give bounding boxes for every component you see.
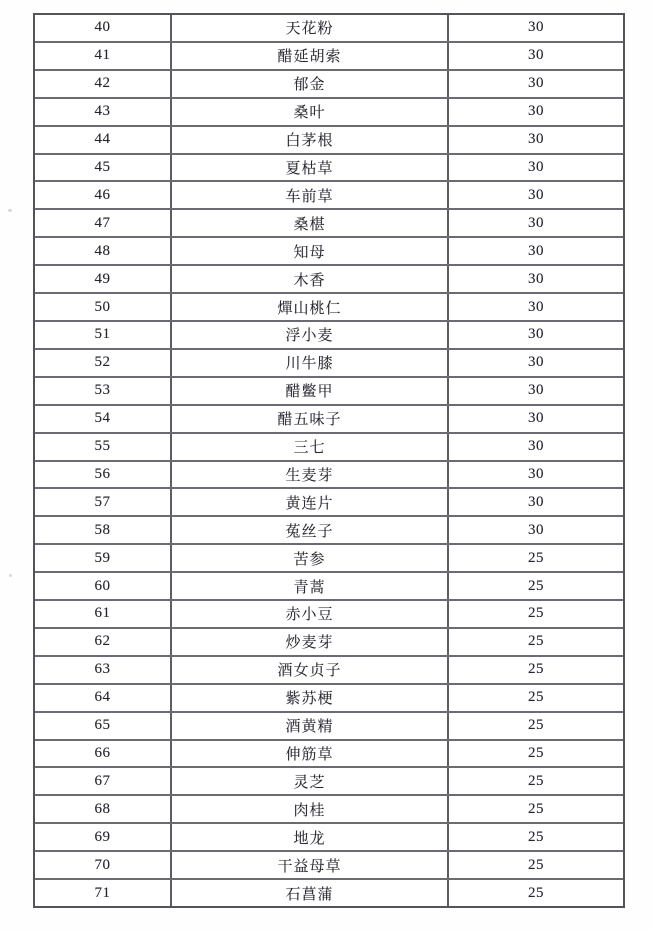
table-row [35,657,623,685]
quantity-cell: 30 [528,270,544,287]
table-row [35,406,623,434]
herb-name-cell: 川牛膝 [172,350,449,376]
table-row [35,322,623,350]
herb-name-cell: 生麦芽 [172,462,449,488]
row-number-cell: 57 [35,489,172,515]
table-row [35,238,623,266]
row-number-cell: 52 [35,350,172,376]
table-row [35,685,623,713]
quantity-cell: 25 [528,661,544,678]
quantity-cell: 30 [528,47,544,64]
row-number-cell: 61 [35,601,172,627]
herb-name-cell: 炒麦芽 [172,629,449,655]
herb-name-cell: 酒女贞子 [172,657,449,683]
quantity-cell: 30 [528,382,544,399]
quantity-cell: 30 [528,75,544,92]
row-number-cell: 65 [35,713,172,739]
herb-name-cell: 木香 [172,266,449,292]
herb-table [33,13,625,908]
table-row [35,71,623,99]
row-number-cell: 44 [35,127,172,153]
herb-name-cell: 伸筋草 [172,741,449,767]
row-number-cell: 43 [35,99,172,125]
quantity-cell: 30 [528,354,544,371]
table-row [35,741,623,769]
herb-name-cell: 灵芝 [172,768,449,794]
quantity-cell: 30 [528,186,544,203]
herb-name-cell: 浮小麦 [172,322,449,348]
row-number-cell: 66 [35,741,172,767]
herb-name-cell: 三七 [172,434,449,460]
table-row [35,824,623,852]
table-row [35,182,623,210]
row-number-cell: 42 [35,71,172,97]
table-row [35,629,623,657]
quantity-cell: 30 [528,158,544,175]
table-row [35,378,623,406]
quantity-cell: 25 [528,577,544,594]
herb-name-cell: 石菖蒲 [172,880,449,906]
row-number-cell: 47 [35,210,172,236]
table-row [35,99,623,127]
quantity-cell: 30 [528,242,544,259]
quantity-cell: 30 [528,326,544,343]
table-row [35,517,623,545]
row-number-cell: 64 [35,685,172,711]
table-row [35,266,623,294]
herb-name-cell: 郁金 [172,71,449,97]
table-row [35,350,623,378]
herb-name-cell: 黄连片 [172,489,449,515]
herb-name-cell: 菟丝子 [172,517,449,543]
row-number-cell: 59 [35,545,172,571]
quantity-cell: 30 [528,465,544,482]
quantity-cell: 25 [528,549,544,566]
table-row [35,573,623,601]
row-number-cell: 56 [35,462,172,488]
herb-name-cell: 白茅根 [172,127,449,153]
herb-name-cell: 天花粉 [172,15,449,41]
table-row [35,43,623,71]
quantity-cell: 25 [528,828,544,845]
quantity-cell: 30 [528,298,544,315]
herb-name-cell: 桑椹 [172,210,449,236]
herb-name-cell: 醋五味子 [172,406,449,432]
herb-name-cell: 知母 [172,238,449,264]
quantity-cell: 25 [528,800,544,817]
table-row [35,545,623,573]
row-number-cell: 49 [35,266,172,292]
row-number-cell: 53 [35,378,172,404]
herb-name-cell: 车前草 [172,182,449,208]
row-number-cell: 67 [35,768,172,794]
table-row [35,796,623,824]
table-row [35,852,623,880]
quantity-cell: 25 [528,884,544,901]
table-row [35,713,623,741]
herb-name-cell: 桑叶 [172,99,449,125]
quantity-cell: 30 [528,521,544,538]
herb-name-cell: 地龙 [172,824,449,850]
row-number-cell: 68 [35,796,172,822]
herb-name-cell: 干益母草 [172,852,449,878]
row-number-cell: 70 [35,852,172,878]
herb-name-cell: 苦参 [172,545,449,571]
row-number-cell: 48 [35,238,172,264]
table-row [35,768,623,796]
quantity-cell: 25 [528,772,544,789]
quantity-cell: 30 [528,131,544,148]
table-row [35,127,623,155]
quantity-cell: 30 [528,438,544,455]
quantity-cell: 25 [528,745,544,762]
scan-speck [8,209,12,212]
table-row [35,601,623,629]
herb-name-cell: 肉桂 [172,796,449,822]
quantity-cell: 25 [528,605,544,622]
row-number-cell: 40 [35,15,172,41]
table-row [35,489,623,517]
quantity-cell: 25 [528,717,544,734]
herb-name-cell: 燀山桃仁 [172,294,449,320]
table-row [35,155,623,183]
table-row [35,210,623,238]
row-number-cell: 71 [35,880,172,906]
quantity-cell: 30 [528,493,544,510]
row-number-cell: 55 [35,434,172,460]
row-number-cell: 62 [35,629,172,655]
herb-name-cell: 青蒿 [172,573,449,599]
herb-name-cell: 紫苏梗 [172,685,449,711]
quantity-cell: 25 [528,633,544,650]
quantity-cell: 30 [528,103,544,120]
scan-speck [9,574,12,577]
row-number-cell: 45 [35,155,172,181]
row-number-cell: 41 [35,43,172,69]
table-row [35,15,623,43]
herb-name-cell: 赤小豆 [172,601,449,627]
herb-name-cell: 夏枯草 [172,155,449,181]
row-number-cell: 69 [35,824,172,850]
row-number-cell: 63 [35,657,172,683]
table-row [35,880,623,906]
table-row [35,294,623,322]
row-number-cell: 60 [35,573,172,599]
quantity-cell: 30 [528,19,544,36]
table-row [35,462,623,490]
quantity-cell: 30 [528,214,544,231]
quantity-cell: 25 [528,856,544,873]
row-number-cell: 46 [35,182,172,208]
herb-name-cell: 醋鳖甲 [172,378,449,404]
table-row [35,434,623,462]
quantity-cell: 25 [528,689,544,706]
row-number-cell: 58 [35,517,172,543]
row-number-cell: 51 [35,322,172,348]
quantity-cell: 30 [528,410,544,427]
row-number-cell: 54 [35,406,172,432]
row-number-cell: 50 [35,294,172,320]
herb-name-cell: 醋延胡索 [172,43,449,69]
herb-name-cell: 酒黄精 [172,713,449,739]
